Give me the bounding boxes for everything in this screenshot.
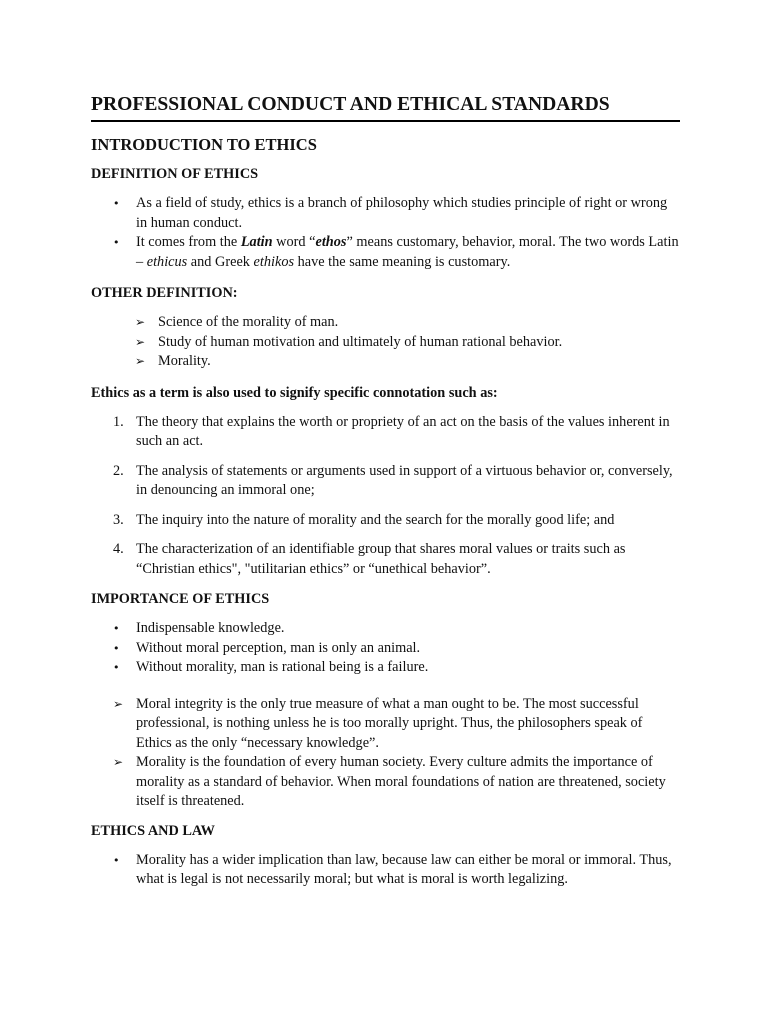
item-text: The theory that explains the worth or propriety of an act on the basis of the values inherent in such an act. [136, 413, 670, 449]
ethos-term: ethos [315, 234, 347, 250]
ethikos-term: ethikos [253, 253, 295, 270]
list-item: • Without moral perception, man is only an animal. [91, 639, 681, 659]
definition-list [91, 194, 681, 272]
item-text: The analysis of statements or arguments used in support of a virtuous behavior or, conversely, in denouncing an immoral one; [136, 462, 673, 498]
importance-arrow-list [91, 695, 681, 812]
term-list [91, 413, 681, 580]
list-item: • Without morality, man is rational being is a failure. [91, 658, 681, 678]
list-item: • Indispensable knowledge. [91, 619, 681, 639]
other-definition-list [91, 313, 681, 372]
definition-heading: DEFINITION OF ETHICS [91, 166, 259, 182]
text-span: ” means customary, behavior, moral. The two words Latin – [136, 234, 679, 270]
ethics-law-section [91, 821, 681, 890]
item-number: 3. [113, 511, 124, 528]
list-item [91, 540, 681, 579]
importance-heading: IMPORTANCE OF ETHICS [91, 591, 270, 607]
intro-heading: INTRODUCTION TO ETHICS [91, 135, 317, 154]
other-definition-section [91, 283, 681, 372]
importance-bullet-list [91, 619, 681, 678]
text-span: have the same meaning is customary. [294, 253, 511, 270]
list-item: • Morality has a wider implication than law, because law can either be moral or immoral. Thus, what is legal is not necessarily moral; but what is moral is worth legalizing. [91, 851, 681, 890]
list-item [91, 462, 681, 501]
term-heading: Ethics as a term is also used to signify specific connotation such as: [91, 384, 498, 401]
list-item: • As a field of study, ethics is a branch of philosophy which studies principle of right or wrong in human conduct. [91, 194, 681, 233]
list-item [91, 511, 681, 531]
list-item: ➢ Morality is the foundation of every human society. Every culture admits the importance of morality as a standard of behavior. When moral foundations of nation are threatened, society itself is threatened. [91, 753, 681, 812]
item-text: The inquiry into the nature of morality and the search for the morally good life; and [136, 511, 615, 528]
item-number: 1. [113, 413, 124, 430]
text-span: It comes from the [136, 234, 241, 250]
item-number: 4. [113, 541, 124, 557]
list-item [91, 413, 681, 452]
list-item [91, 233, 681, 272]
ethics-law-list [91, 851, 681, 890]
importance-section [91, 589, 681, 812]
ethics-law-heading: ETHICS AND LAW [91, 822, 215, 839]
definition-section [91, 164, 681, 272]
item-number: 2. [113, 462, 124, 479]
list-item: ➢ Morality. [91, 352, 681, 372]
list-item: ➢ Moral integrity is the only true measure of what a man ought to be. The most successful professional, is nothing unless he is too morally upright. Thus, the philosophers speak of Ethics as the only “necessary knowledge”. [91, 695, 681, 754]
text-span: word “ [272, 234, 316, 250]
list-item: ➢ Science of the morality of man. [91, 313, 681, 333]
ethicus-term: ethicus [146, 253, 188, 270]
document-title: PROFESSIONAL CONDUCT AND ETHICAL STANDARDS [91, 93, 680, 122]
item-text: The characterization of an identifiable group that shares moral values or traits such as “Christian ethics", "utilitarian ethics” or “unethical behavior”. [136, 541, 626, 577]
text-span: and Greek [187, 253, 254, 270]
list-item: ➢ Study of human motivation and ultimately of human rational behavior. [91, 333, 681, 353]
other-definition-heading: OTHER DEFINITION: [91, 285, 238, 301]
latin-term: Latin [240, 234, 273, 250]
term-section [91, 383, 681, 580]
document-page [91, 93, 681, 890]
